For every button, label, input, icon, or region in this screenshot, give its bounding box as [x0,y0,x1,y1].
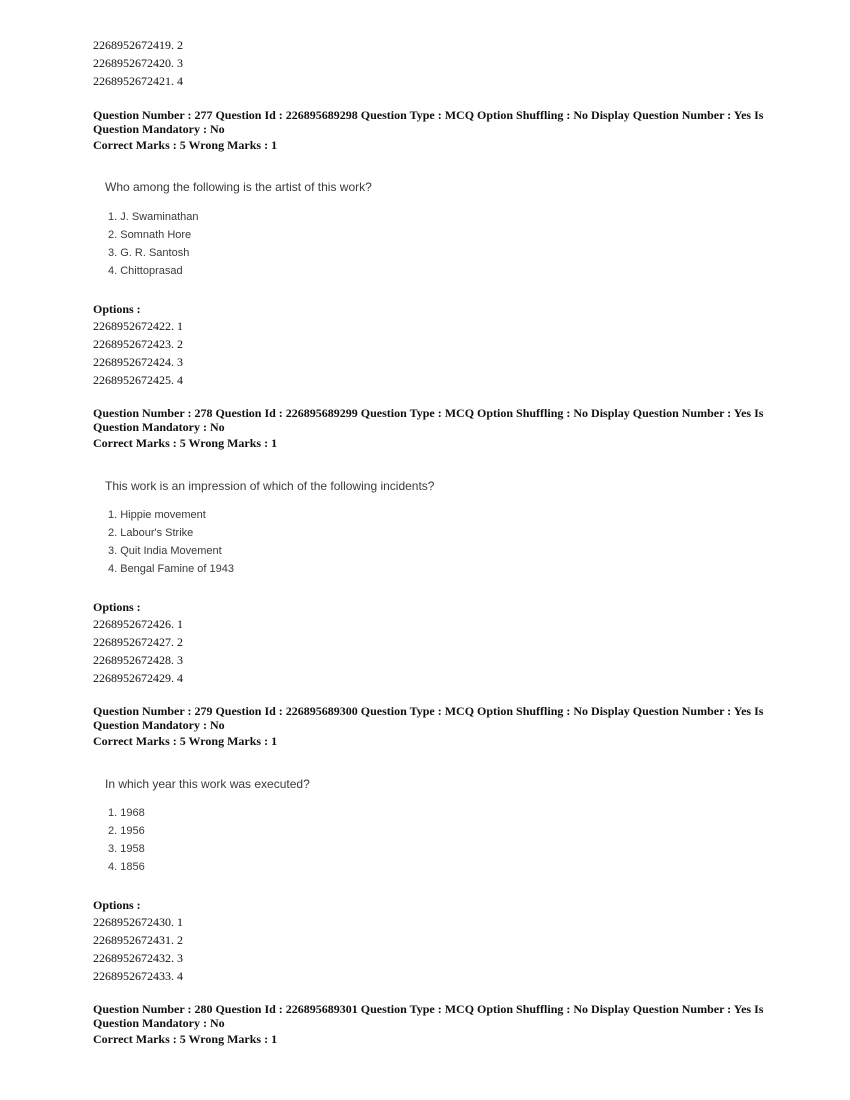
question-header [93,1002,765,1030]
question-choice: 3. G. R. Santosh [108,247,190,259]
option-line: 2268952672428. 3 [93,653,183,667]
question-choice: 2. Somnath Hore [108,229,192,241]
question-header-line1: Question Number : 279 Question Id : 226895689300 Question Type : MCQ Option Shuffling : No Display Question Number : Yes Is [93,704,764,718]
question-header [93,108,765,136]
question-header-line2: Question Mandatory : No [93,718,225,732]
option-line: 2268952672424. 3 [93,355,183,369]
question-marks: Correct Marks : 5 Wrong Marks : 1 [93,734,278,748]
question-text: Who among the following is the artist of this work? [105,180,372,194]
question-text: In which year this work was executed? [105,777,310,791]
option-line: 2268952672432. 3 [93,951,183,965]
question-header-line2: Question Mandatory : No [93,122,225,136]
option-line: 2268952672422. 1 [93,319,183,333]
question-header [93,704,765,732]
question-choice: 2. 1956 [108,825,145,837]
options-label: Options : [93,302,141,316]
question-choice: 3. 1958 [108,843,145,855]
option-line: 2268952672427. 2 [93,635,183,649]
option-line: 2268952672419. 2 [93,38,183,52]
question-choice: 1. Hippie movement [108,509,206,521]
option-line: 2268952672426. 1 [93,617,183,631]
options-label: Options : [93,600,141,614]
question-choice: 4. 1856 [108,861,145,873]
option-line: 2268952672429. 4 [93,671,183,685]
question-choice: 1. 1968 [108,807,145,819]
option-line: 2268952672431. 2 [93,933,183,947]
question-marks: Correct Marks : 5 Wrong Marks : 1 [93,436,278,450]
question-header-line1: Question Number : 277 Question Id : 226895689298 Question Type : MCQ Option Shuffling : No Display Question Number : Yes Is [93,108,764,122]
question-marks: Correct Marks : 5 Wrong Marks : 1 [93,138,278,152]
question-header [93,406,765,434]
option-line: 2268952672423. 2 [93,337,183,351]
question-header-line1: Question Number : 280 Question Id : 226895689301 Question Type : MCQ Option Shuffling : No Display Question Number : Yes Is [93,1002,764,1016]
option-line: 2268952672420. 3 [93,56,183,70]
question-choice: 2. Labour's Strike [108,527,194,539]
question-marks: Correct Marks : 5 Wrong Marks : 1 [93,1032,278,1046]
options-label: Options : [93,898,141,912]
option-line: 2268952672433. 4 [93,969,183,983]
option-line: 2268952672425. 4 [93,373,183,387]
question-text: This work is an impression of which of the following incidents? [105,479,435,493]
question-header-line2: Question Mandatory : No [93,1016,225,1030]
question-choice: 3. Quit India Movement [108,545,222,557]
question-header-line1: Question Number : 278 Question Id : 226895689299 Question Type : MCQ Option Shuffling : No Display Question Number : Yes Is [93,406,764,420]
question-choice: 4. Bengal Famine of 1943 [108,563,234,575]
option-line: 2268952672421. 4 [93,74,183,88]
option-line: 2268952672430. 1 [93,915,183,929]
question-choice: 1. J. Swaminathan [108,211,199,223]
question-header-line2: Question Mandatory : No [93,420,225,434]
question-choice: 4. Chittoprasad [108,265,183,277]
